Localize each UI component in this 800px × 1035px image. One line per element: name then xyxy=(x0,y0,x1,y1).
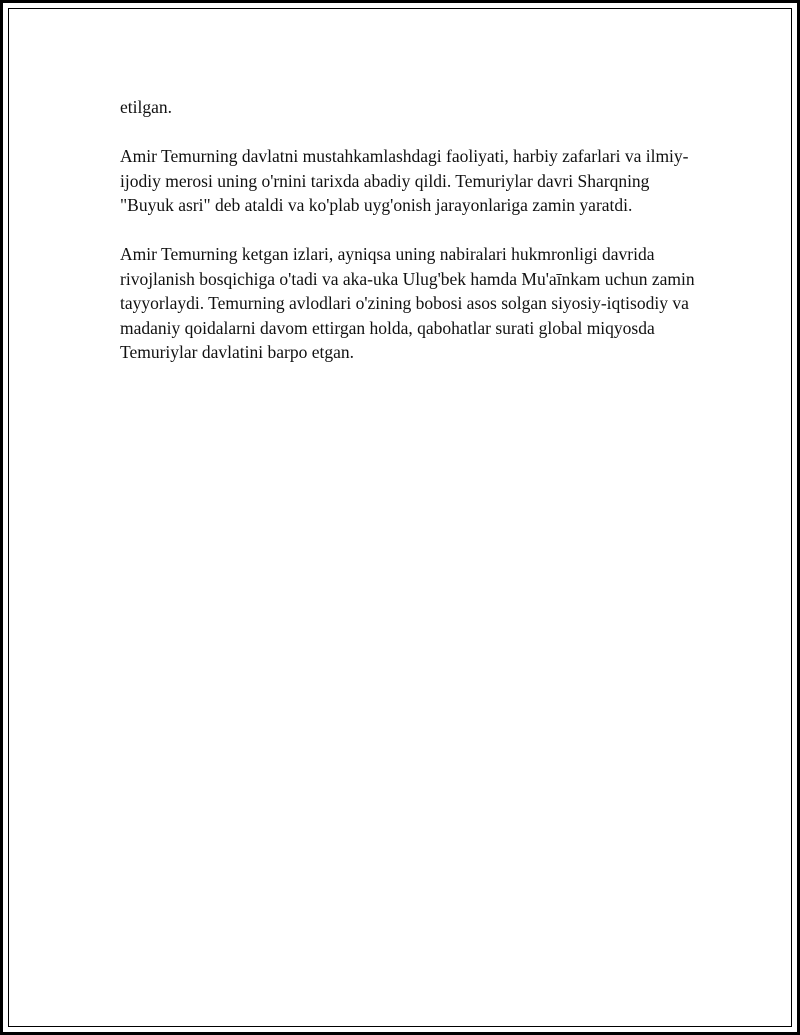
paragraph-continuation: etilgan. xyxy=(120,97,172,117)
paragraph-temur-legacy: Amir Temurning davlatni mustahkamlashdagi faoliyati, harbiy zafarlari va ilmiy-ijodiy merosi uning o'rnini tarixda abadiy qildi. Temuriylar davri Sharqning "Buyuk asri" deb ataldi va ko'plab uyg'onish jarayonlariga zamin yaratdi. xyxy=(120,146,689,215)
paragraph-temur-descendants: Amir Temurning ketgan izlari, ayniqsa uning nabiralari hukmronligi davrida rivojlanish bosqichiga o'tadi va aka-uka Ulug'bek hamda Mu'aīnkam uchun zamin tayyorlaydi. Temurning avlodlari o'zining bobosi asos solgan siyosiy-iqtisodiy va madaniy qoidalarni davom ettirgan holda, qabohatlar surati global miqyosda Temuriylar davlatini barpo etgan. xyxy=(120,244,695,362)
document-body xyxy=(120,95,700,389)
